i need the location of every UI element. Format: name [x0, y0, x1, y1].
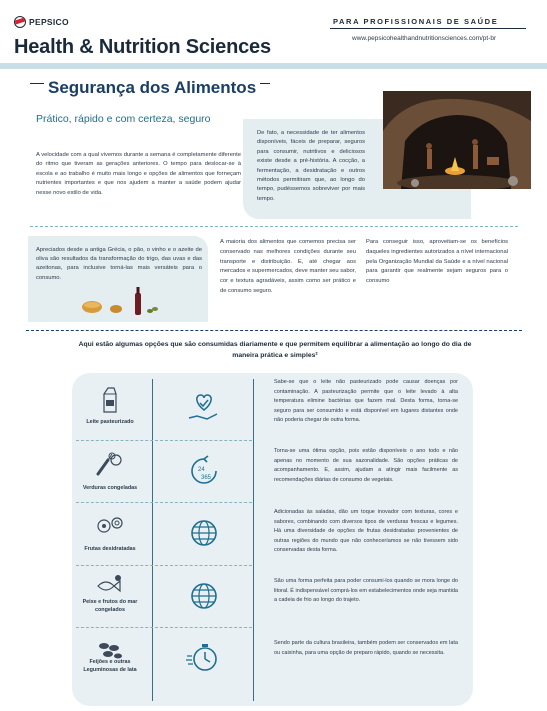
guide-divider: [26, 330, 522, 331]
ancient-paragraph: Apreciados desde a antiga Grécia, o pão, o vinho e o azeite de oliva são resultados da transformação do trigo, das uvas e das azeitonas, para inclusive torná-las mais versáteis para o consumo.: [36, 247, 202, 281]
row-label: Frutas desidratadas: [84, 546, 136, 552]
row-description: Sabe-se que o leite não pasteurizado pode causar doenças por contaminação. A pasteurização permite que o leite levado à alta temperatura elimine bactérias que fazem mal. Desta forma, torna-se seguro para ser consumido e está disponível em lugares distantes onde não poderia chegar de outra forma.: [274, 379, 458, 424]
stopwatch-icon: [183, 636, 225, 678]
brand-title: Health & Nutrition Sciences: [14, 36, 271, 58]
bread-wine-olive-icon: [80, 287, 160, 317]
globe-icon: [183, 512, 225, 554]
intro-paragraph: A velocidade com a qual vivemos durante a semana é completamente diferente do ritmo que tiveram as gerações anteriores. O tempo para deslocar-se à escola e ao trabalho é muito mais longo e opções de alimentos que forneçam nutrientes importantes e que nos ajudem a manter a saúde podem ajudar nesse novo estilo de vida.: [36, 152, 241, 196]
section-divider: [30, 226, 518, 227]
website-link[interactable]: www.pepsicohealthandnutritionsciences.com/pt-br: [352, 35, 497, 42]
audience-label: PARA PROFISSIONAIS DE SAÚDE: [333, 17, 499, 26]
row-label: Leite pasteurizado: [86, 419, 134, 425]
column-divider: [253, 379, 254, 701]
clock-24-365-icon: [183, 450, 225, 492]
row-description: São uma forma perfeita para poder consumi-los quando se mora longe do litoral. É indispensável comprá-los em estabelecimentos onde seja mantida a cadeia de frio ao longo do trajeto.: [274, 578, 458, 604]
row-label: Verduras congeladas: [82, 485, 138, 491]
row-divider: [76, 440, 252, 441]
cave-illustration: [383, 91, 531, 189]
svg-text:365: 365: [201, 475, 212, 481]
svg-text:24: 24: [198, 467, 205, 473]
guide-title: Aqui estão algumas opções que são consumidas diariamente e que permitem equilibrar a alimentação ao longo do dia de maneira prática e simples²: [78, 341, 472, 359]
fish-seafood-icon: [94, 572, 126, 600]
milk-carton-icon: [94, 386, 126, 414]
header-rule: [330, 28, 526, 29]
company-name: PEPSICO: [29, 17, 69, 27]
globe-icon: [183, 575, 225, 617]
heart-hand-icon: [183, 386, 225, 428]
section-subtitle: Prático, rápido e com certeza, seguro: [36, 113, 211, 125]
pepsi-globe-icon: [14, 16, 26, 28]
row-divider: [76, 502, 252, 503]
row-label: Feijões e outras Leguminosas de lata: [83, 659, 137, 673]
row-label: Peixe e frutos do mar congelados: [82, 599, 138, 613]
dried-fruits-icon: [94, 512, 126, 540]
pepsico-logo: [14, 16, 69, 28]
row-divider: [76, 627, 252, 628]
vegetables-icon: [94, 450, 126, 478]
benefits-paragraph: Para conseguir isso, aproveitam-se os benefícios daqueles ingredientes autorizados a nível internacional pela Organização Mundial da Saúde e a nível nacional para garantir que realmente sejam seguros para o consumo: [366, 239, 508, 285]
preservation-paragraph: A maioria dos alimentos que comemos precisa ser conservado nas melhores condições durante seu transporte e distribuição. E, até chegar aos mercados e supermercados, deve manter seu sabor, cor e textura agradáveis, assim como ser prático e de consumo seguro.: [220, 239, 356, 294]
header-band: [0, 63, 547, 69]
page-title: Segurança dos Alimentos: [44, 78, 260, 98]
row-description: Sendo parte da cultura brasileira, também podem ser conservados em lata ou caixinha, para uma opção de preparo rápido, quando se necessita.: [274, 640, 458, 656]
row-description: Torna-se uma ótima opção, pois estão disponíveis o ano todo e não apenas no momento de sua sazonalidade. São opções práticas de acompanhamento. E, assim, ajudam a atingir mais facilmente as recomendações diárias de consumo de vegetais.: [274, 448, 458, 483]
row-divider: [76, 565, 252, 566]
history-paragraph: De fato, a necessidade de ter alimentos disponíveis, fáceis de preparar, seguros para consumir, nutritivos e deliciosos existe desde a pré-história. A cocção, a fermentação, a desidratação e outros métodos permitiram que, ao longo do tempo, pudéssemos sobreviver por mais tempo.: [257, 130, 365, 202]
column-divider: [152, 379, 153, 701]
row-description: Adicionadas às saladas, dão um toque inovador com texturas, cores e sabores, combinando com diversos tipos de verduras frescas e legumes. Há uma diversidade de opções de frutas desidratadas provenientes de outras regiões do mundo que não conheceríamos se não tivessem sido conservadas desta forma.: [274, 509, 458, 554]
